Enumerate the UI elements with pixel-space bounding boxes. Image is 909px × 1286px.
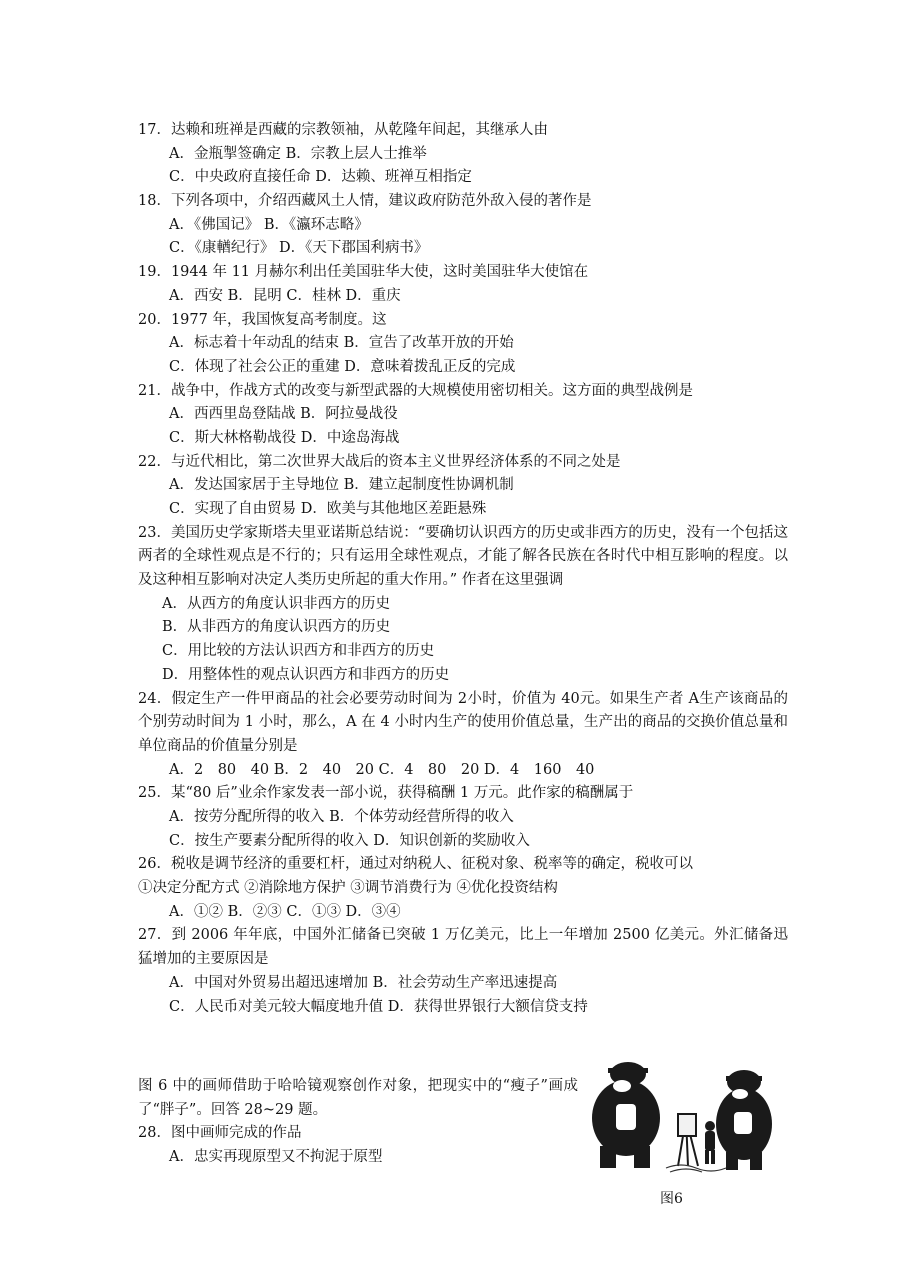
question-25-options-2: C．按生产要素分配所得的收入 D．知识创新的奖励收入 [169, 832, 530, 849]
question-23-option-b: B．从非西方的角度认识西方的历史 [162, 619, 391, 636]
question-27-options-1: A．中国对外贸易出超迅速增加 B．社会劳动生产率迅速提高 [169, 974, 558, 991]
question-28-option-a: A．忠实再现原型又不拘泥于原型 [169, 1149, 383, 1166]
question-21-stem: 21．战争中，作战方式的改变与新型武器的大规模使用密切相关。这方面的典型战例是 [138, 382, 693, 399]
question-17-options-1: A．金瓶掣签确定 B．宗教上层人士推举 [169, 145, 427, 162]
question-22-options-2: C．实现了自由贸易 D．欧美与其他地区差距悬殊 [169, 501, 487, 517]
question-23-stem: 23．美国历史学家斯塔夫里亚诺斯总结说：“要确切认识西方的历史或非西方的历史，没有一个包括这两者的全球性观点是不行的；只有运用全球性观点，才能了解各民族在各时代中相互影响的程度。以及这种相互影响对决定人类历史所起的重大作用。” 作者在这里强调 [138, 524, 788, 589]
question-19-options-1: A．西安 B．昆明 C．桂林 D．重庆 [169, 287, 401, 304]
question-27-options-2: C．人民币对美元较大幅度地升值 D．获得世界银行大额信贷支持 [169, 998, 588, 1015]
question-25-stem: 25．某“80 后”业余作家发表一部小说，获得稿酬 1 万元。此作家的稿酬属于 [138, 785, 634, 802]
question-18-stem: 18．下列各项中，介绍西藏风土人情，建议政府防范外敌入侵的著作是 [138, 193, 592, 210]
question-23-option-d: D．用整体性的观点认识西方和非西方的历史 [162, 666, 450, 683]
question-block [138, 119, 788, 1019]
question-20-options-1: A．标志着十年动乱的结束 B．宣告了改革开放的开始 [169, 335, 514, 352]
question-21-options-2: C．斯大林格勒战役 D．中途岛海战 [169, 429, 400, 446]
question-28-stem: 28．图中画师完成的作品 [138, 1125, 302, 1142]
question-17-stem: 17．达赖和班禅是西藏的宗教领袖，从乾隆年间起，其继承人由 [138, 122, 548, 138]
question-19-stem: 19．1944 年 11 月赫尔利出任美国驻华大使，这时美国驻华大使馆在 [138, 264, 589, 281]
question-18-options-2: C．《康輶纪行》 D．《天下郡国利病书》 [169, 240, 429, 257]
question-18-options-1: A．《佛国记》 B．《瀛环志略》 [169, 216, 369, 233]
cartoon-illustration-icon [586, 1058, 776, 1176]
question-25-options-1: A．按劳分配所得的收入 B．个体劳动经营所得的收入 [169, 809, 514, 826]
question-20-stem: 20．1977 年，我国恢复高考制度。这 [138, 311, 387, 328]
question-22-stem: 22．与近代相比，第二次世界大战后的资本主义世界经济体系的不同之处是 [138, 453, 621, 470]
figure-caption: 图6 [660, 1191, 683, 1207]
figure-intro: 图 6 中的画师借助于哈哈镜观察创作对象，把现实中的“瘦子”画成了“胖子”。回答 28~29 题。 [138, 1078, 578, 1118]
question-21-options-1: A．西西里岛登陆战 B．阿拉曼战役 [169, 406, 398, 423]
question-26-choices: ①决定分配方式 ②消除地方保护 ③调节消费行为 ④优化投资结构 [138, 880, 558, 897]
question-26-stem: 26．税收是调节经济的重要杠杆，通过对纳税人、征税对象、税率等的确定，税收可以 [138, 856, 693, 873]
question-24-options: A．2 80 40 B．2 40 20 C．4 80 20 D．4 160 40 [169, 761, 595, 778]
figure-question-block [138, 1075, 578, 1170]
question-23-option-c: C．用比较的方法认识西方和非西方的历史 [162, 643, 435, 660]
question-20-options-2: C．体现了社会公正的重建 D．意味着拨乱正反的完成 [169, 358, 516, 375]
question-22-options-1: A．发达国家居于主导地位 B．建立起制度性协调机制 [169, 477, 514, 494]
question-27-stem: 27．到 2006 年年底，中国外汇储备已突破 1 万亿美元，比上一年增加 2500 亿美元。外汇储备迅猛增加的主要原因是 [138, 927, 788, 968]
question-26-options: A．①② B．②③ C．①③ D．③④ [169, 903, 401, 920]
question-24-stem: 24．假定生产一件甲商品的社会必要劳动时间为 2小时，价值为 40元。如果生产者 A生产该商品的个别劳动时间为 1 小时，那么，A 在 4 小时内生产的使用价值总量，生产出的商品的交换价值总量和单位商品的价值量分别是 [138, 690, 788, 754]
question-17-options-2: C．中央政府直接任命 D．达赖、班禅互相指定 [169, 169, 472, 186]
question-23-option-a: A．从西方的角度认识非西方的历史 [162, 595, 390, 612]
